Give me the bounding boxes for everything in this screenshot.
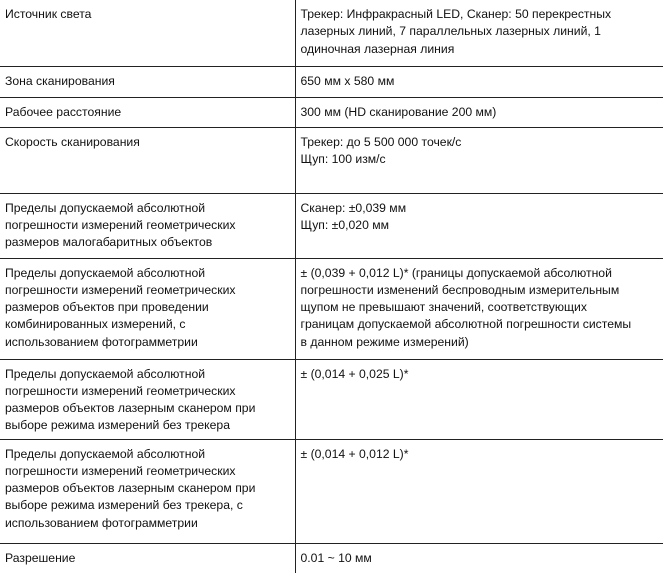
spec-value-light-source: Трекер: Инфракрасный LED, Сканер: 50 перекрестных лазерных линий, 7 параллельных лазерных линий, 1 одиночная лазерная линия bbox=[295, 0, 663, 66]
table-row bbox=[0, 258, 663, 359]
spec-label-resolution: Разрешение bbox=[0, 543, 295, 573]
table-row bbox=[0, 0, 663, 66]
spec-value-resolution: 0.01 ~ 10 мм bbox=[295, 543, 663, 573]
table-row bbox=[0, 193, 663, 258]
spec-value-accuracy-small-objects: Сканер: ±0,039 мм Щуп: ±0,020 мм bbox=[295, 193, 663, 258]
spec-value-working-distance: 300 мм (HD сканирование 200 мм) bbox=[295, 97, 663, 127]
spec-label-working-distance: Рабочее расстояние bbox=[0, 97, 295, 127]
spec-value-accuracy-no-tracker: ± (0,014 + 0,025 L)* bbox=[295, 359, 663, 439]
spec-label-accuracy-no-tracker: Пределы допускаемой абсолютной погрешности измерений геометрических размеров объектов лазерным сканером при выборе режима измерений без трекера bbox=[0, 359, 295, 439]
table-row bbox=[0, 97, 663, 127]
spec-label-scan-area: Зона сканирования bbox=[0, 66, 295, 97]
spec-value-scan-area: 650 мм х 580 мм bbox=[295, 66, 663, 97]
table-row bbox=[0, 543, 663, 573]
spec-label-accuracy-combined: Пределы допускаемой абсолютной погрешности измерений геометрических размеров объектов при проведении комбинированных измерений, с использованием фотограмметрии bbox=[0, 258, 295, 359]
table-row bbox=[0, 359, 663, 439]
table-row bbox=[0, 66, 663, 97]
spec-label-accuracy-small-objects: Пределы допускаемой абсолютной погрешности измерений геометрических размеров малогабаритных объектов bbox=[0, 193, 295, 258]
spec-value-accuracy-no-tracker-photogrammetry: ± (0,014 + 0,012 L)* bbox=[295, 439, 663, 543]
spec-label-accuracy-no-tracker-photogrammetry: Пределы допускаемой абсолютной погрешности измерений геометрических размеров объектов лазерным сканером при выборе режима измерений без трекера, с использованием фотограмметрии bbox=[0, 439, 295, 543]
spec-label-scan-speed: Скорость сканирования bbox=[0, 127, 295, 193]
spec-value-accuracy-combined: ± (0,039 + 0,012 L)* (границы допускаемой абсолютной погрешности изменений беспроводным измерительным щупом не превышают значений, соответствующих границам допускаемой абсолютной погрешности системы в данном режиме измерений) bbox=[295, 258, 663, 359]
table-row bbox=[0, 439, 663, 543]
table-row bbox=[0, 127, 663, 193]
spec-label-light-source: Источник света bbox=[0, 0, 295, 66]
spec-value-scan-speed: Трекер: до 5 500 000 точек/с Щуп: 100 изм/с bbox=[295, 127, 663, 193]
